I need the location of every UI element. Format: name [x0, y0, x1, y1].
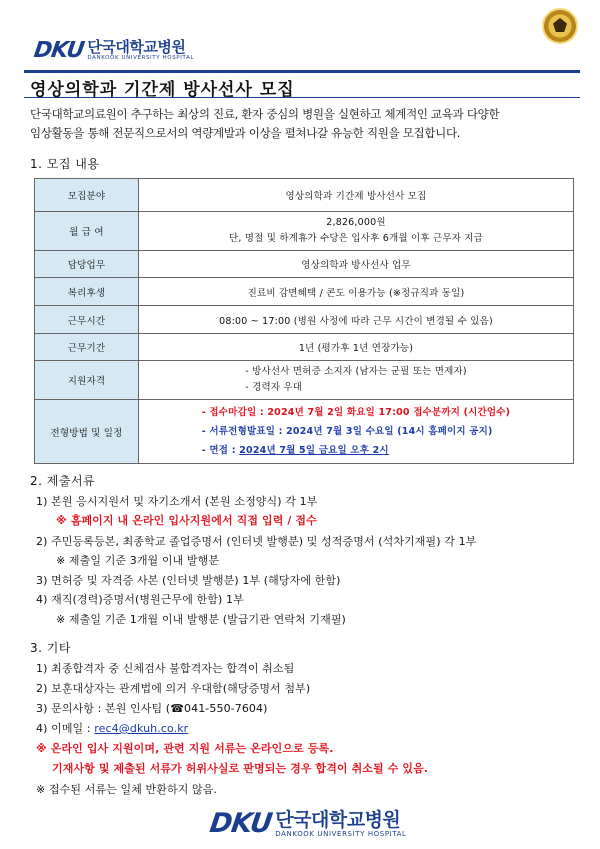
document-line: 2) 주민등록등본, 최종학교 졸업증명서 (인터넷 발행분) 및 성적증명서 (석차기재필) 각 1부	[36, 535, 477, 548]
document-line: 4) 재직(경력)증명서(병원근무에 한함) 1부	[36, 593, 244, 606]
table-row	[35, 400, 574, 464]
dku-logo-mark: DKU	[207, 808, 274, 839]
interview-date: 2024년 7월 5일 금요일 오후 2시	[239, 445, 389, 456]
dku-logo-mark: DKU	[32, 38, 86, 63]
document-note: ※ 제출일 기준 3개월 이내 발행분	[56, 554, 220, 567]
row-value: 영상의학과 방사선사 업무	[139, 251, 574, 278]
row-value: 영상의학과 기간제 방사선사 모집	[139, 179, 574, 212]
hospital-logo	[34, 38, 194, 63]
table-row	[35, 212, 574, 251]
etc-line: 2) 보훈대상자는 관계법에 의거 우대함(해당증명서 첨부)	[36, 682, 311, 695]
row-value: 진료비 감면혜택 / 콘도 이용가능 (※정규직과 동일)	[139, 278, 574, 306]
qualification-item: - 방사선사 면허증 소지자 (남자는 군필 또는 면제자)	[245, 366, 467, 377]
row-value: 1년 (평가후 1년 연장가능)	[139, 334, 574, 361]
intro-line: 임상활동을 통해 전문직으로서의 역량계발과 이상을 펼쳐나갈 유능한 직원을 모집합니다.	[30, 126, 461, 140]
etc-warning: ※ 온라인 입사 지원이며, 관련 지원 서류는 온라인으로 등록.	[36, 742, 334, 755]
row-label: 담당업무	[35, 251, 139, 278]
document-line: 1) 본원 응시지원서 및 자기소개서 (본원 소정양식) 각 1부	[36, 495, 318, 508]
row-label: 복리후생	[35, 278, 139, 306]
footer-hospital-logo	[207, 808, 407, 839]
etc-line: ※ 접수된 서류는 일체 반환하지 않음.	[36, 783, 218, 796]
document-result-item: - 서류전형발표일 : 2024년 7월 3일 수요일 (14시 홈페이지 공지)	[201, 426, 493, 437]
section-title-etc: 3. 기타	[30, 641, 71, 655]
page-title: 영상의학과 기간제 방사선사 모집	[30, 80, 295, 100]
header	[24, 8, 580, 68]
salary-note: 단, 명절 및 하계휴가 수당은 입사후 6개월 이후 근무자 지급	[228, 233, 484, 244]
logo-korean-name: 단국대학교병원	[87, 38, 186, 56]
row-label: 근무기간	[35, 334, 139, 361]
logo-korean-name: 단국대학교병원	[275, 808, 401, 831]
recruitment-table	[34, 178, 574, 464]
qualification-item: - 경력자 우대	[245, 382, 303, 393]
row-label: 모집분야	[35, 179, 139, 212]
row-label: 근무시간	[35, 306, 139, 334]
intro-paragraph	[30, 105, 575, 143]
row-value: 08:00 ~ 17:00 (병원 사정에 따라 근무 시간이 변경될 수 있음)	[139, 306, 574, 334]
logo-english-name: DANKOOK UNIVERSITY HOSPITAL	[87, 55, 194, 61]
intro-line: 단국대학교의료원이 추구하는 최상의 진료, 환자 중심의 병원을 실현하고 체계적인 교육과 다양한	[30, 107, 500, 121]
row-value	[139, 361, 574, 400]
interview-prefix: - 면접 :	[201, 445, 240, 456]
row-value	[139, 400, 574, 464]
university-seal-icon	[542, 8, 578, 44]
etc-warning: 기재사항 및 제출된 서류가 허위사실로 판명되는 경우 합격이 취소될 수 있음.	[52, 762, 429, 775]
table-row	[35, 334, 574, 361]
section-title-documents: 2. 제출서류	[30, 474, 96, 488]
document-note: ※ 제출일 기준 1개월 이내 발행분 (발급기관 연락처 기재필)	[56, 613, 346, 626]
row-value	[139, 212, 574, 251]
title-bar	[24, 70, 580, 98]
table-row	[35, 251, 574, 278]
deadline-item: - 접수마감일 : 2024년 7월 2일 화요일 17:00 접수분까지 (시간엄수)	[201, 407, 511, 418]
table-row	[35, 179, 574, 212]
row-label: 지원자격	[35, 361, 139, 400]
etc-line: 1) 최종합격자 중 신체검사 불합격자는 합격이 취소됨	[36, 662, 295, 675]
interview-item	[202, 441, 510, 460]
row-label: 월 급 여	[35, 212, 139, 251]
document-note: ※ 홈페이지 내 온라인 입사지원에서 직접 입력 / 접수	[56, 514, 317, 527]
table-row	[35, 361, 574, 400]
etc-line: 3) 문의사항 : 본원 인사팀 (☎041-550-7604)	[36, 702, 268, 715]
email-link[interactable]: rec4@dkuh.co.kr	[94, 722, 189, 735]
table-row	[35, 278, 574, 306]
logo-english-name: DANKOOK UNIVERSITY HOSPITAL	[275, 829, 407, 838]
salary-amount: 2,826,000원	[326, 217, 386, 228]
section-title-recruitment: 1. 모집 내용	[30, 157, 100, 171]
etc-line	[36, 720, 188, 736]
row-label: 전형방법 및 일정	[35, 400, 139, 464]
document-line: 3) 면허증 및 자격증 사본 (인터넷 발행분) 1부 (해당자에 한함)	[36, 574, 341, 587]
email-label: 4) 이메일 :	[36, 722, 95, 735]
table-row	[35, 306, 574, 334]
